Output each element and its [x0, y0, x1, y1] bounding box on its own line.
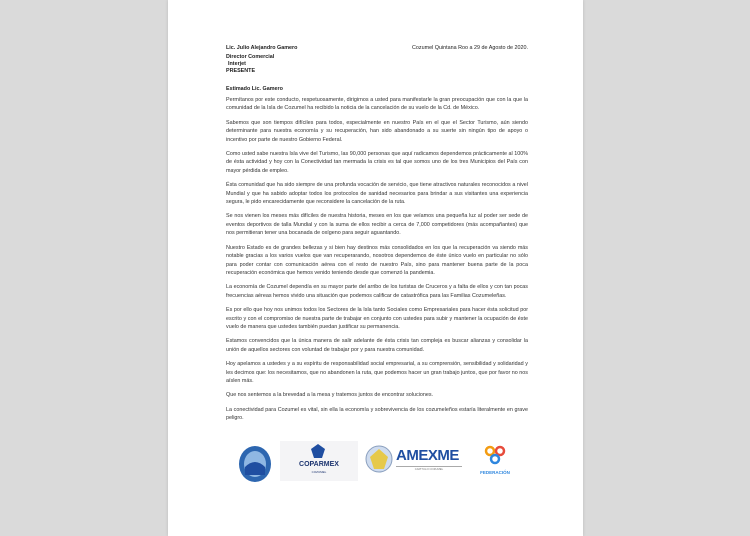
paragraph: Estamos convencidos que la única manera de salir adelante de ésta crisis tan compleja es buscar alianzas y consolidar la unión de aquellos sectores con voluntad de trabajar por y para nuestra comunidad. — [226, 338, 528, 353]
paragraph: Ésta comunidad que ha sido siempre de una profunda vocación de servicio, que tiene atractivos naturales reconocidos a nivel Mundial y que ha sabido adoptar todos los protocolos de sanidad necesarios para brindar a sus visitantes una experiencia segura, le pido encarecidamente que reconsidere la cancelación de la ruta. — [226, 182, 528, 206]
paragraph: La conectividad para Cozumel es vital, sin ella la economía y sobrevivencia de los cozumeleños estaría literalmente en grave peligro. — [226, 406, 528, 422]
coparmex-sublabel: COZUMEL — [311, 469, 327, 474]
paragraph: Nuestro Estado es de grandes bellezas y si bien hay destinos más consolidados en los que la recuperación va siendo más notable gracias a los varios vuelos que van recuperarando, nosotros dependemos de éste único vuelo en particular no sólo para poder contar con comunicación aérea con el resto de nuestro País, sino para mantener buena parte de la poca recuperación económica que hemos venido teniendo desde que comenzó la pandemia. — [226, 244, 528, 276]
recipient-title: Director Comercial — [226, 54, 275, 60]
paragraph: Que nos sentemos a la brevedad a la mesa y tratemos juntos de encontrar soluciones. — [226, 392, 434, 399]
paragraph: Como usted sabe nuestra Isla vive del Turismo, las 90,000 personas que aquí radicamos dependemos prácticamente al 100% de ésta actividad y hoy con la Conectividad tan mermada la crisis es tal que somos uno de los tres Municipios del País con mayor pérdida de empleo. — [226, 151, 528, 174]
cozumel-seal-logo — [237, 445, 273, 488]
paragraph: Se nos vienen los meses más difíciles de nuestra historia, meses en los que veíamos una pequeña luz al poder ser sede de eventos deportivos de talla Mundial y con la suma de ellos recibir a cerca de 7,000 competidores (más acompañantes) que nos permitieran tener una bocanada de oxígeno para seguir aguantando. — [226, 213, 528, 237]
paragraph: Permítanos por este conducto, respetuosamente, dirigirnos a usted para manifestarle la gran preocupación que con la que la comunidad de la Isla de Cozumel ha recibido la noticia de la cancelación de su vuelo de la Cd. de México. — [226, 97, 528, 112]
sponsor-logos — [228, 441, 528, 491]
recipient-name: Lic. Julio Alejandro Gamero — [226, 45, 298, 51]
salutation: Estimado Lic. Gamero — [226, 86, 283, 92]
amexme-label: AMEXME — [396, 446, 459, 464]
letter-header — [168, 0, 583, 96]
place-date: Cozumel Quintana Roo a 29 de Agosto de 2020. — [412, 45, 528, 51]
paragraph: Hoy apelamos a ustedes y a su espíritu de responsabilidad social empresarial, a su comprensión, sensibilidad y solidaridad y les decimos que: los necesitamos, que no abandonen la ruta, que podemos hacer un gran trabajo juntos, que por favor no nos aíslen más. — [226, 361, 528, 384]
paragraph: Sabemos que son tiempos difíciles para todos, especialmente en nuestro País en el que el Sector Turismo, aún siendo determinante para nuestra economía y su recuperación, han sido abandonado a su suerte sin ningún tipo de apoyo o incentivo por parte de nuestro Gobierno Federal. — [226, 119, 528, 143]
recipient-company: Interjet — [228, 61, 246, 67]
federacion-label: FEDERACIÓN — [480, 469, 510, 475]
federacion-logo — [475, 445, 515, 475]
coparmex-label: COPARMEX — [299, 460, 339, 468]
presente: PRESENTE — [226, 68, 256, 74]
amexme-sublabel: CAPITULO COZUMEL — [396, 466, 462, 471]
letter-page — [168, 0, 583, 536]
paragraph: Es por ello que hoy nos unimos todos los Sectores de la Isla tanto Sociales como Empresariales para hacer ésta solicitud por escrito y con el compromiso de nuestra parte de trabajar en conjunto con ustedes para subir y mantener la ocupación de éste vuelo de manera que ustedes también puedan justificar su permanencia. — [226, 307, 528, 330]
letter-body — [226, 96, 528, 423]
coparmex-logo — [280, 441, 358, 481]
paragraph: La economía de Cozumel dependía en su mayor parte del arribo de los turistas de Cruceros y a falta de ellos y con tan pocas frecuencias aéreas hemos vivido una situación que podemos calificar de catastrófica para las Familias Cozumeleñas. — [226, 284, 528, 299]
